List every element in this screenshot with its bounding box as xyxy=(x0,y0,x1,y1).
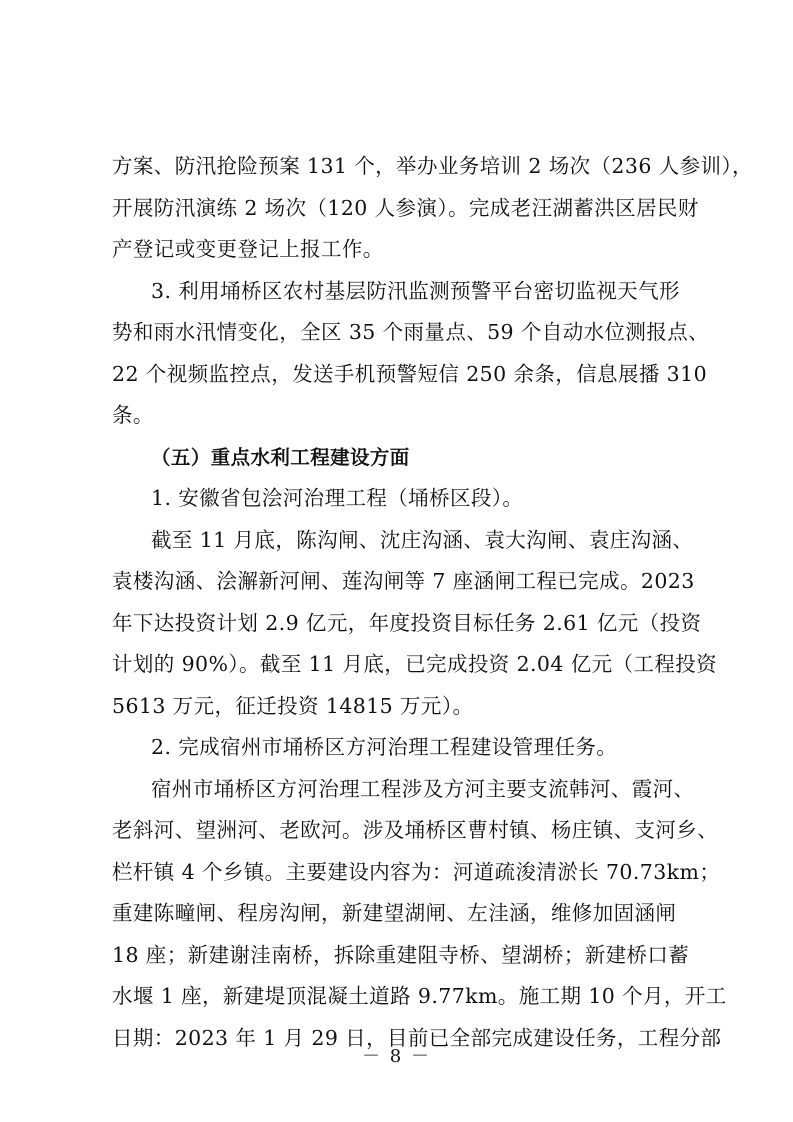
text-line: 3. 利用埇桥区农村基层防汛监测预警平台密切监视天气形 xyxy=(151,278,680,303)
body-text xyxy=(112,146,753,1059)
text-line: 水堰 1 座，新建堤顶混凝土道路 9.77km。施工期 10 个月，开工 xyxy=(112,984,727,1008)
text-line: 产登记或变更登记上报工作。 xyxy=(112,237,384,261)
text-line: 重建陈疃闸、程房沟闸，新建望湖闸、左洼涵，维修加固涵闸 xyxy=(112,901,677,925)
text-line: 截至 11 月底，陈沟闸、沈庄沟涵、袁大沟闸、袁庄沟涵、 xyxy=(151,527,694,552)
page-number: － 8 － xyxy=(362,1046,431,1067)
text-line: 5613 万元，征迁投资 14815 万元）。 xyxy=(112,693,474,718)
text-line: 1. 安徽省包浍河治理工程（埇桥区段）。 xyxy=(151,486,524,510)
text-line: 计划的 90%）。截至 11 月底，已完成投资 2.04 亿元（工程投资 xyxy=(112,652,718,676)
text-line: 2. 完成宿州市埇桥区方河治理工程建设管理任务。 xyxy=(151,735,618,759)
text-line: 开展防汛演练 2 场次（120 人参演）。完成老汪湖蓄洪区居民财 xyxy=(112,195,699,220)
text-line: 条。 xyxy=(112,403,154,427)
text-line: 方案、防汛抢险预案 131 个，举办业务培训 2 场次（236 人参训）， xyxy=(112,154,753,178)
text-line: 栏杆镇 4 个乡镇。主要建设内容为：河道疏浚清淤长 70.73km； xyxy=(112,859,721,884)
text-line: 宿州市埇桥区方河治理工程涉及方河主要支流韩河、霞河、 xyxy=(151,776,695,801)
text-line: 年下达投资计划 2.9 亿元，年度投资目标任务 2.61 亿元（投资 xyxy=(112,610,702,635)
text-line: 22 个视频监控点，发送手机预警短信 250 余条，信息展播 310 xyxy=(112,361,708,386)
text-line: 老斜河、望洲河、老欧河。涉及埇桥区曹村镇、杨庄镇、支河乡、 xyxy=(112,818,719,842)
text-line: 日期：2023 年 1 月 29 日，目前已全部完成建设任务，工程分部 xyxy=(112,1025,722,1050)
text-line: 袁楼沟涵、浍澥新河闸、莲沟闸等 7 座涵闸工程已完成。2023 xyxy=(112,569,695,593)
text-line: 18 座；新建谢洼南桥，拆除重建阻寺桥、望湖桥；新建桥口蓄 xyxy=(112,942,690,967)
text-line: 势和雨水汛情变化，全区 35 个雨量点、59 个自动水位测报点、 xyxy=(112,320,710,344)
section-heading: （五）重点水利工程建设方面 xyxy=(151,445,410,469)
